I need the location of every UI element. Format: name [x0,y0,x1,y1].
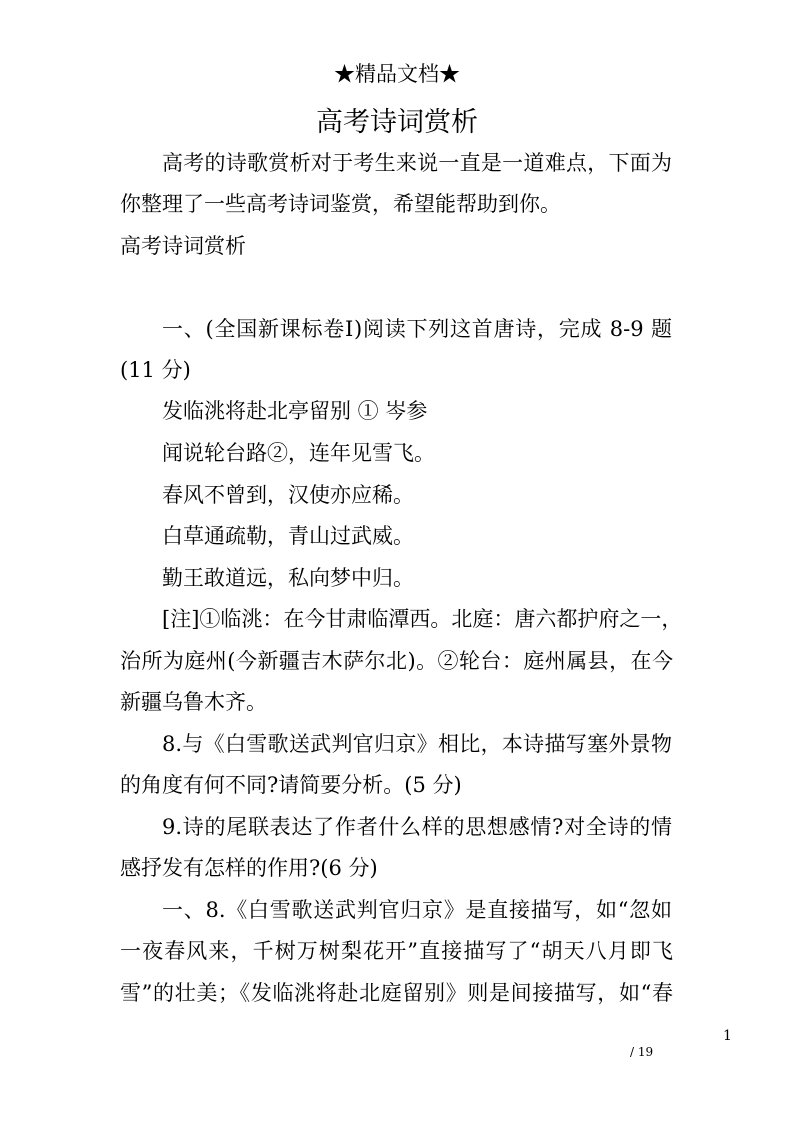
answer-line-2: 一夜春风来，千树万树梨花开”直接描写了“胡天八月即飞 [120,939,673,963]
poem-line-3: 白草通疏勒，青山过武威。 [162,524,414,548]
answer-line-3: 雪”的壮美；《发临洮将赴北庭留别》则是间接描写，如“春 [120,981,673,1005]
poem-line-4: 勤王敢道远，私向梦中归。 [162,566,414,590]
page-total: / 19 [630,1045,654,1059]
question-intro-line-2: (11 分) [120,358,191,382]
note-line-2: 治所为庭州(今新疆吉木萨尔北)。②轮台：庭州属县，在今 [120,649,673,673]
document-header: ★精品文档★ [334,62,460,86]
question-8-line-2: 的角度有何不同?请简要分析。(5 分) [120,773,462,797]
page-number: 1 [723,1028,732,1044]
poem-line-2: 春风不曾到，汉使亦应稀。 [162,483,414,507]
note-line-3: 新疆乌鲁木齐。 [120,690,267,714]
question-9-line-2: 感抒发有怎样的作用?(6 分) [120,856,378,880]
poem-title: 发临洮将赴北亭留别 ① 岑参 [162,399,428,423]
document-title: 高考诗词赏析 [316,107,478,138]
question-intro-line-1: 一、(全国新课标卷Ⅰ)阅读下列这首唐诗，完成 8-9 题 [162,317,672,341]
section-heading: 高考诗词赏析 [120,234,246,258]
question-9-line-1: 9.诗的尾联表达了作者什么样的思想感情?对全诗的情 [162,815,672,839]
poem-line-1: 闻说轮台路②，连年见雪飞。 [162,441,435,465]
question-8-line-1: 8.与《白雪歌送武判官归京》相比，本诗描写塞外景物 [162,732,672,756]
intro-line-1: 高考的诗歌赏析对于考生来说一直是一道难点，下面为 [162,151,672,175]
intro-line-2: 你整理了一些高考诗词鉴赏，希望能帮助到你。 [120,192,561,216]
note-line-1: [注]①临洮：在今甘肃临潭西。北庭：唐六都护府之一， [162,607,683,631]
answer-line-1: 一、8.《白雪歌送武判官归京》是直接描写，如“忽如 [162,898,672,922]
